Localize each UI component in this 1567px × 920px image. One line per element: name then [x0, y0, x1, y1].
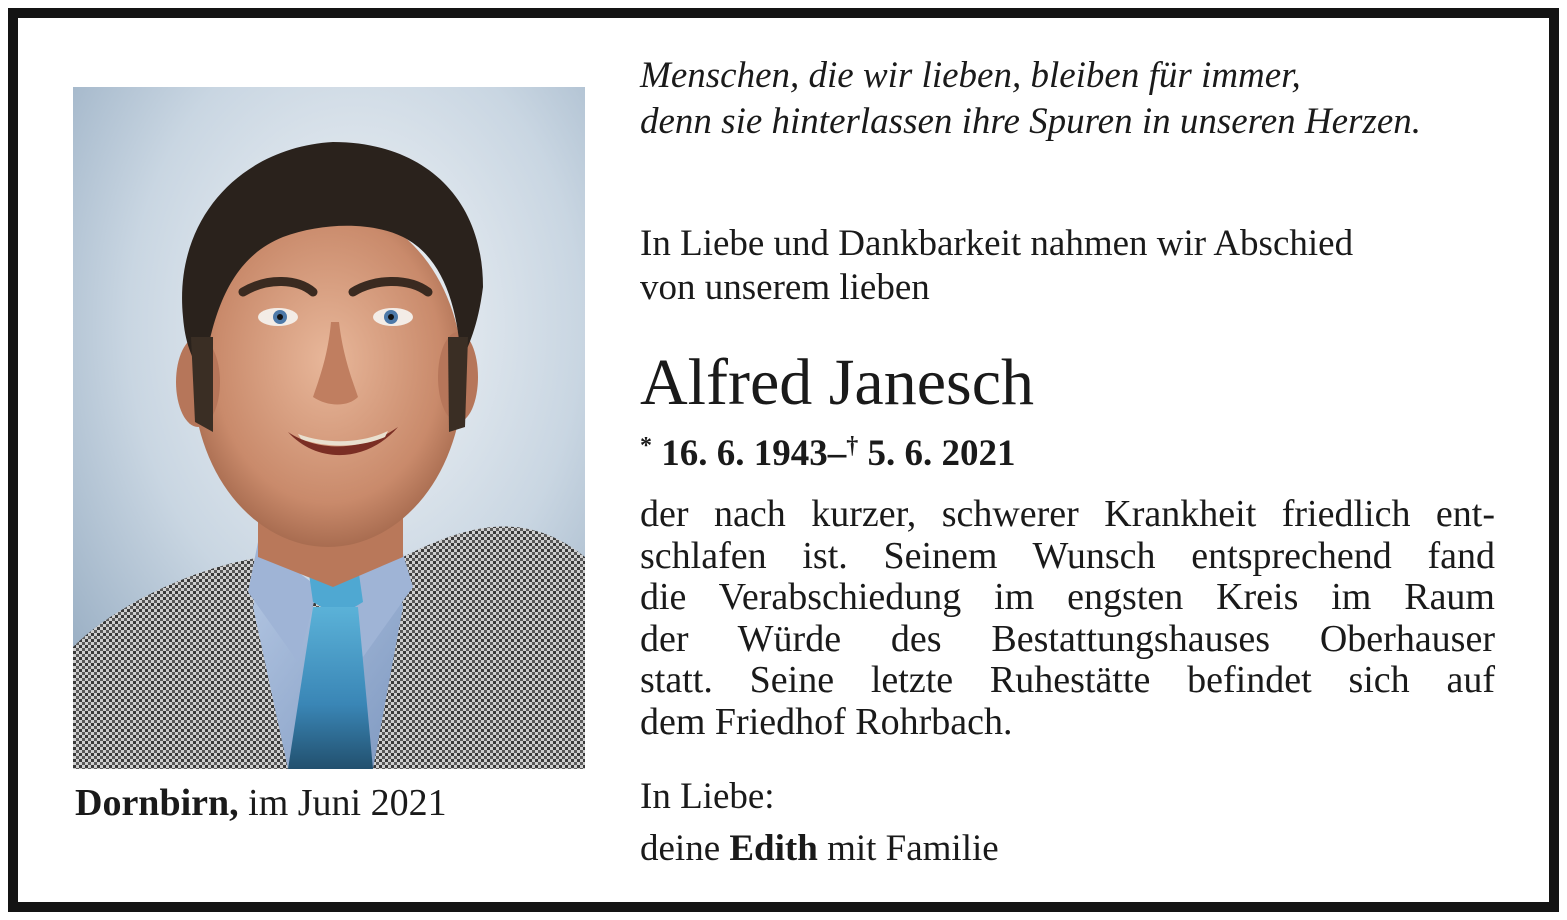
- body-line: der nach kurzer, schwerer Krankheit friedlich ent-: [640, 493, 1495, 535]
- caption-date: im Juni 2021: [248, 782, 447, 824]
- deceased-name: Alfred Janesch: [640, 346, 1035, 419]
- signature-suffix: mit Familie: [827, 828, 999, 869]
- birth-date: 16. 6. 1943: [661, 433, 828, 474]
- body-line: statt. Seine letzte Ruhestätte befindet sich auf: [640, 659, 1495, 701]
- life-dates: [640, 423, 1500, 477]
- signature: [640, 826, 1500, 872]
- portrait-photo: [73, 87, 585, 769]
- intro-line: In Liebe und Dankbarkeit nahmen wir Abschied: [640, 223, 1354, 264]
- date-separator: –: [827, 433, 847, 474]
- birth-star-icon: *: [640, 433, 652, 459]
- quote-line: Menschen, die wir lieben, bleiben für immer,: [640, 55, 1301, 96]
- closing-label: In Liebe:: [640, 776, 775, 817]
- intro-text: [640, 222, 1500, 310]
- body-line: die Verabschiedung im engsten Kreis im Raum: [640, 576, 1495, 618]
- signature-prefix: deine: [640, 828, 721, 869]
- memorial-quote: [640, 53, 1500, 145]
- signature-name: Edith: [729, 828, 818, 869]
- death-date: 5. 6. 2021: [867, 433, 1016, 474]
- caption-place: Dornbirn,: [75, 782, 239, 824]
- body-line: schlafen ist. Seinem Wunsch entsprechend fand: [640, 534, 1495, 577]
- intro-line: von unserem lieben: [640, 267, 930, 308]
- body-line: dem Friedhof Rohrbach.: [640, 700, 1013, 743]
- quote-line: denn sie hinterlassen ihre Spuren in unseren Herzen.: [640, 101, 1421, 142]
- obituary-body: [640, 494, 1495, 743]
- body-line: der Würde des Bestattungshauses Oberhauser: [640, 617, 1495, 660]
- place-date-caption: [75, 780, 447, 826]
- death-cross-icon: †: [846, 433, 859, 459]
